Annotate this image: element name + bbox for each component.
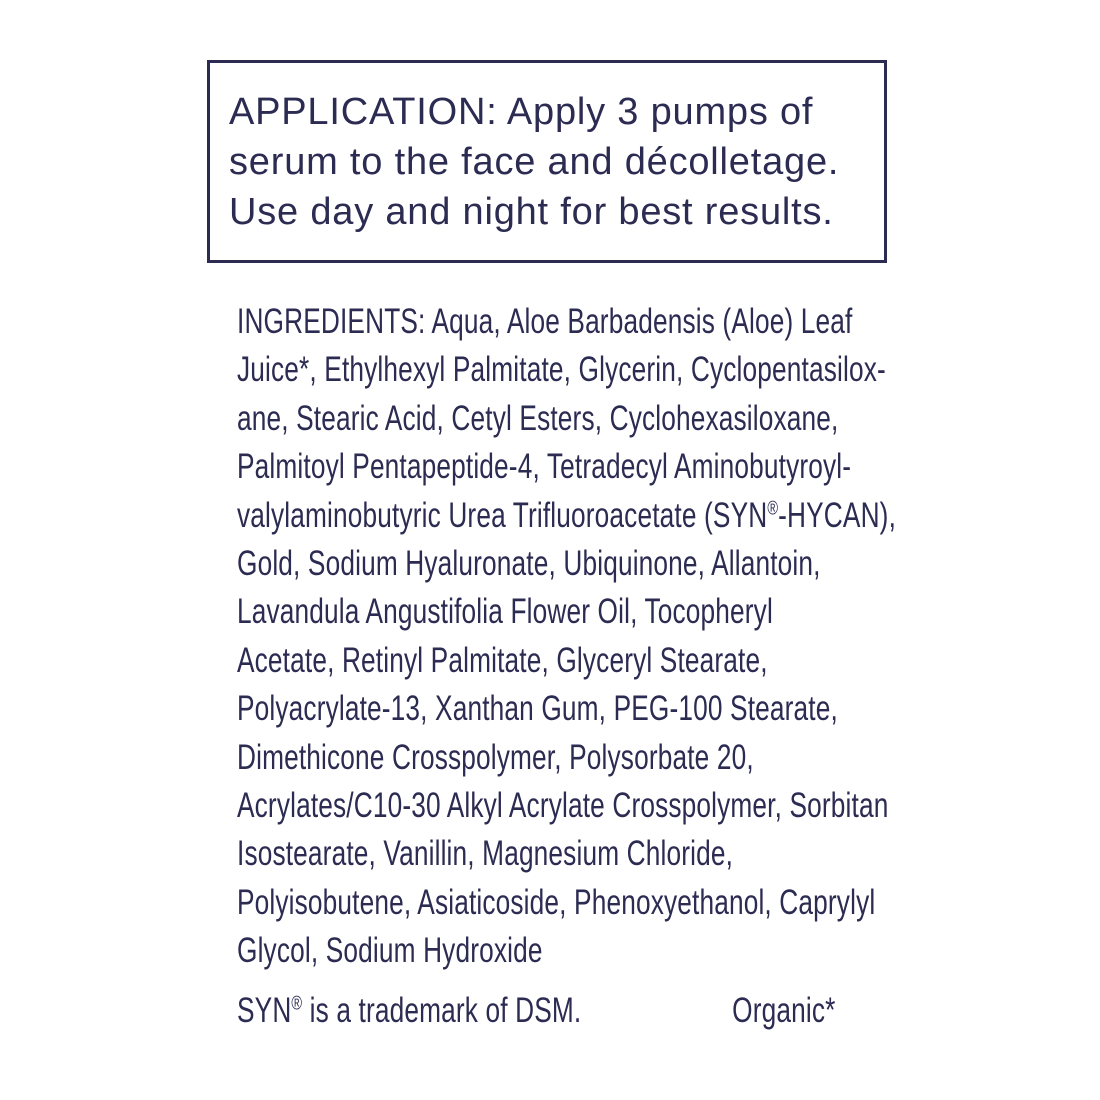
application-line: Use day and night for best results. xyxy=(229,191,834,233)
ingredients-line: Polyacrylate-13, Xanthan Gum, PEG-100 Stearate, xyxy=(237,689,838,729)
ingredients-paragraph xyxy=(237,298,897,976)
application-line: APPLICATION: Apply 3 pumps of xyxy=(229,91,814,133)
ingredients-line: Juice*, Ethylhexyl Palmitate, Glycerin, Cyclopentasilox- xyxy=(237,350,886,390)
ingredients-line: Glycol, Sodium Hydroxide xyxy=(237,931,543,971)
application-box xyxy=(207,60,887,263)
ingredients-line: ane, Stearic Acid, Cetyl Esters, Cyclohexasiloxane, xyxy=(237,398,839,438)
ingredients-line: Polyisobutene, Asiaticoside, Phenoxyethanol, Caprylyl xyxy=(237,882,876,922)
organic-note: Organic* xyxy=(732,991,836,1030)
ingredients-line: Palmitoyl Pentapeptide-4, Tetradecyl Aminobutyroyl- xyxy=(237,447,852,487)
trademark-note: SYN® is a trademark of DSM. xyxy=(237,991,582,1030)
ingredients-line: Acrylates/C10-30 Alkyl Acrylate Crosspolymer, Sorbitan xyxy=(237,786,889,826)
application-line: serum to the face and décolletage. xyxy=(229,141,840,183)
ingredients-line: Dimethicone Crosspolymer, Polysorbate 20, xyxy=(237,737,754,777)
ingredients-line: valylaminobutyric Urea Trifluoroacetate (SYN®-HYCAN), xyxy=(237,495,897,535)
ingredients-line: Isostearate, Vanillin, Magnesium Chloride, xyxy=(237,834,734,874)
ingredients-line: INGREDIENTS: Aqua, Aloe Barbadensis (Aloe) Leaf xyxy=(237,302,853,341)
ingredients-line: Acetate, Retinyl Palmitate, Glyceryl Stearate, xyxy=(237,640,768,680)
ingredients-line: Lavandula Angustifolia Flower Oil, Tocopheryl xyxy=(237,592,773,632)
ingredients-line: Gold, Sodium Hyaluronate, Ubiquinone, Allantoin, xyxy=(237,544,821,584)
footer-notes xyxy=(237,988,857,1034)
